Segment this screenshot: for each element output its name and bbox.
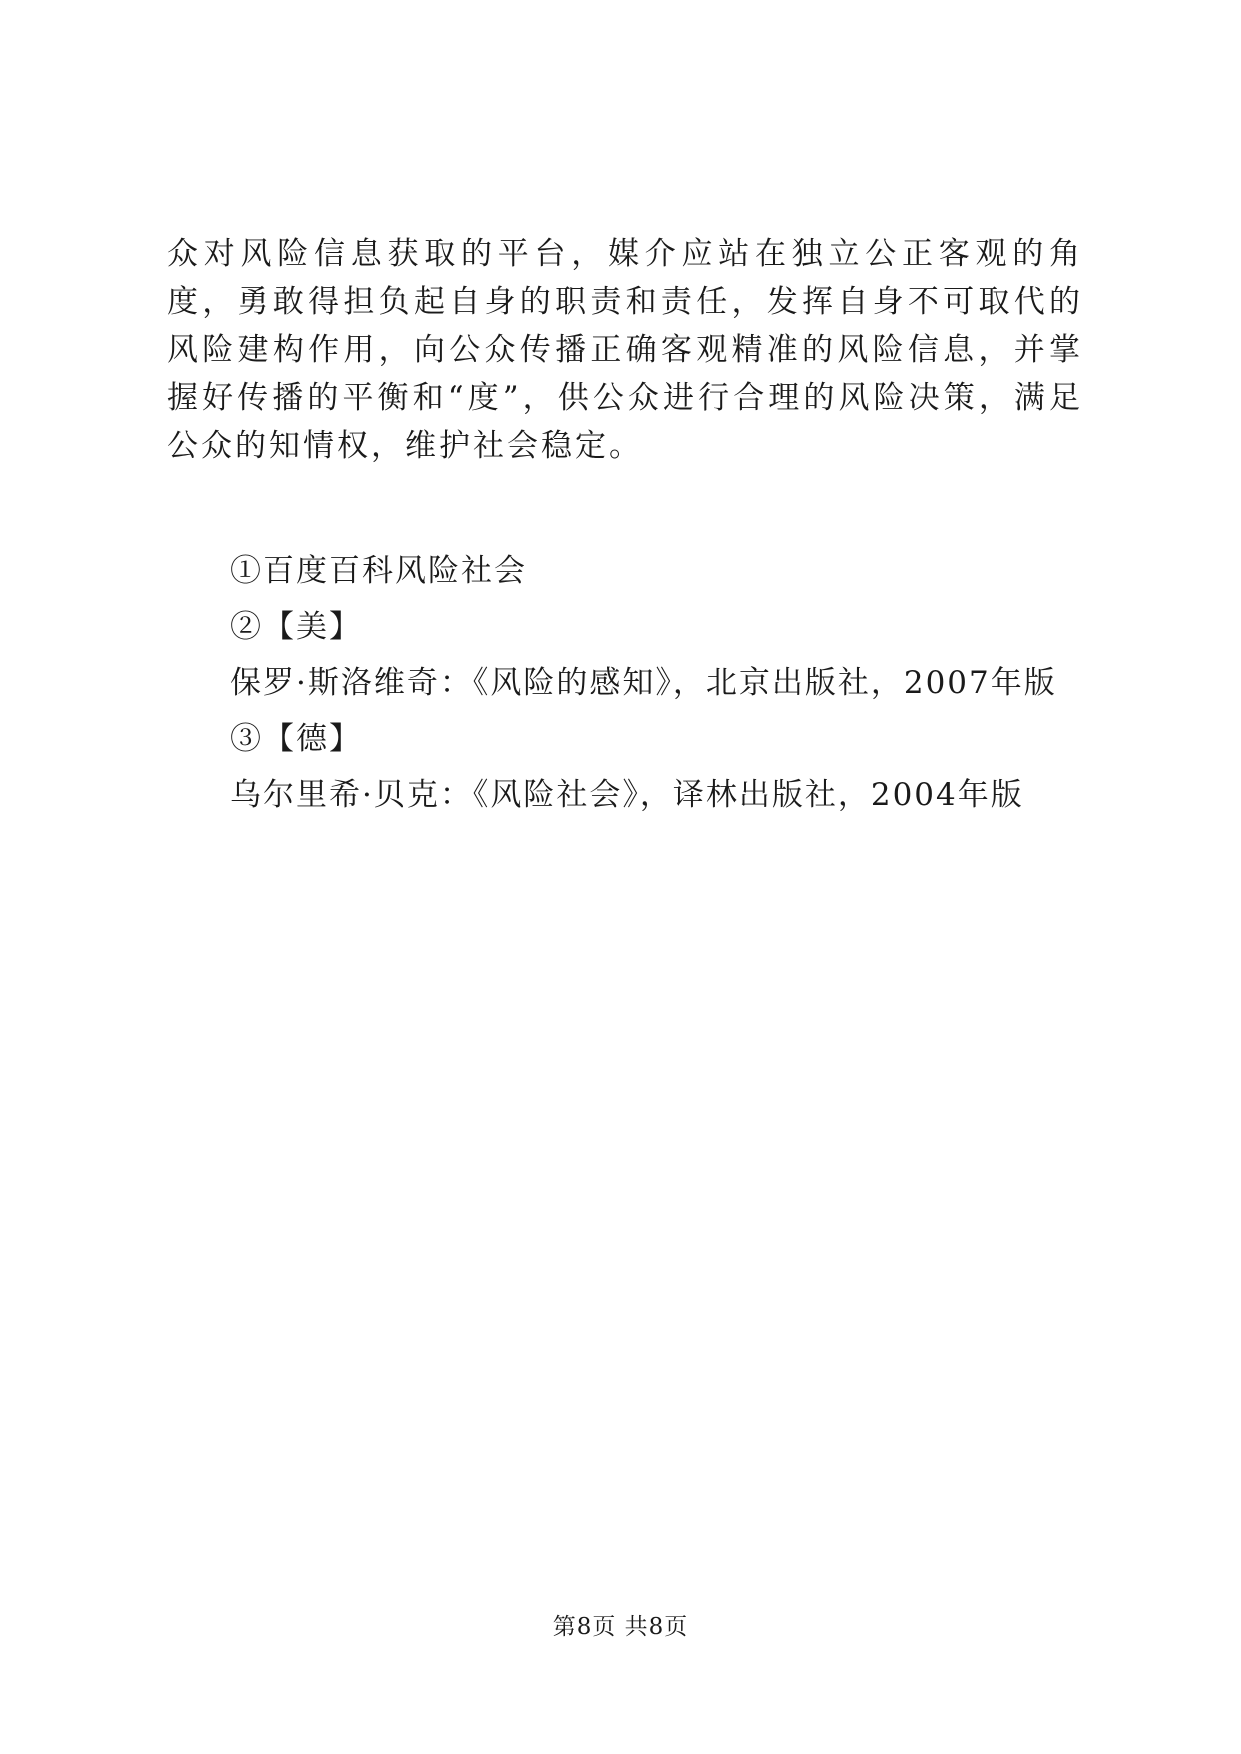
reference-item: ③【德】 bbox=[230, 721, 362, 757]
reference-item: ②【美】 bbox=[230, 609, 362, 645]
reference-item: ①百度百科风险社会 bbox=[230, 553, 527, 589]
body-paragraph: 众对风险信息获取的平台，媒介应站在独立公正客观的角度，勇敢得担负起自身的职责和责任，发挥自身不可取代的风险建构作用，向公众传播正确客观精准的风险信息，并掌握好传播的平衡和“度”，供公众进行合理的风险决策，满足公众的知情权，维护社会稳定。 bbox=[167, 236, 1083, 464]
reference-item: 乌尔里希·贝克：《风险社会》，译林出版社，2004年版 bbox=[230, 777, 1024, 813]
page-footer bbox=[0, 1608, 1241, 1641]
reference-list bbox=[230, 543, 1130, 823]
reference-item: 保罗·斯洛维奇：《风险的感知》，北京出版社，2007年版 bbox=[230, 665, 1057, 701]
page-number: 第8页 共8页 bbox=[552, 1614, 689, 1640]
body-paragraph-block bbox=[167, 230, 1083, 470]
